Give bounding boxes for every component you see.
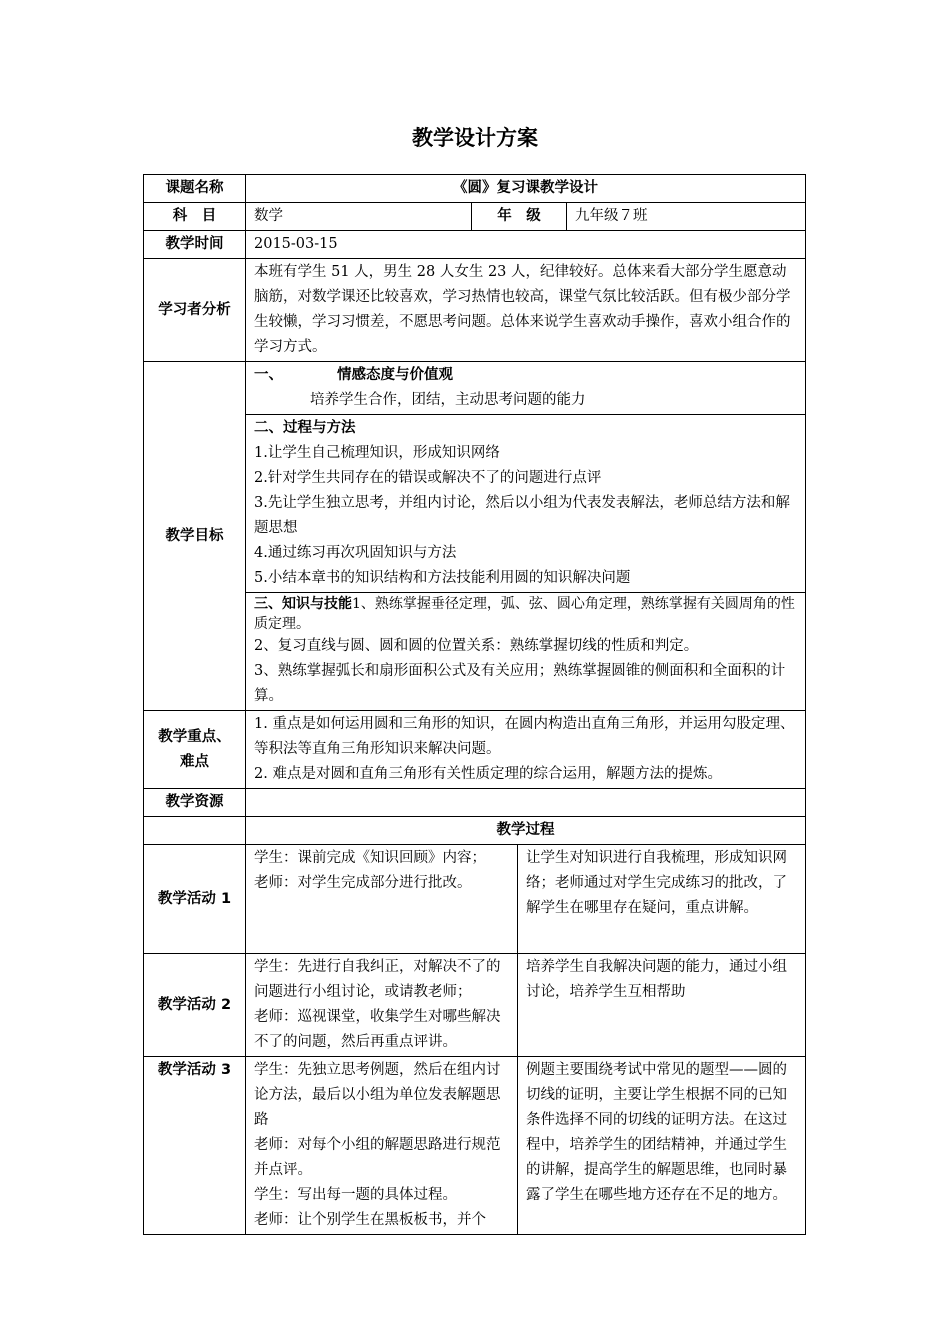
- activity-right: [518, 845, 806, 954]
- key-points-row: [144, 711, 806, 789]
- activity-right-line: 例题主要围绕考试中常见的题型——圆的切线的证明，主要让学生根据不同的已知条件选择不同的切线的证明方法。在这过程中，培养学生的团结精神，并通过学生的讲解，提高学生的解题思维，也同时暴露了学生在哪些地方还存在不足的地方。: [526, 1062, 787, 1203]
- key-points-content: [246, 711, 806, 789]
- course-label: 课题名称: [144, 175, 246, 203]
- activity-label: 教学活动 1: [144, 845, 246, 954]
- time-value: 2015-03-15: [246, 231, 806, 259]
- activity-left: [246, 845, 518, 954]
- resources-row: [144, 789, 806, 817]
- goals-section-2-heading: 二、过程与方法: [254, 420, 356, 436]
- key-points-label: 教学重点、难点: [144, 711, 246, 789]
- resources-value: [246, 789, 806, 817]
- activity-left-line: 老师：对学生完成部分进行批改。: [254, 875, 472, 891]
- activity-left-line: 学生：先进行自我纠正，对解决不了的问题进行小组讨论，或请教老师；: [254, 959, 501, 1000]
- lesson-plan-table: [143, 174, 806, 1235]
- goals-section-1-heading: 情感态度与价值观: [337, 367, 453, 383]
- activity-right: [518, 954, 806, 1057]
- activity-label: 教学活动 3: [144, 1057, 246, 1235]
- course-row: [144, 175, 806, 203]
- activity-left-line: 学生：先独立思考例题，然后在组内讨论方法，最后以小组为单位发表解题思路: [254, 1062, 501, 1128]
- activity-left: [246, 954, 518, 1057]
- goals-section-1: [246, 362, 806, 415]
- goals-section-2-item: 2.针对学生共同存在的错误或解决不了的问题进行点评: [254, 470, 602, 486]
- activity-left-line: 学生：课前完成《知识回顾》内容；: [254, 850, 486, 866]
- activity-right-line: 培养学生自我解决问题的能力，通过小组讨论，培养学生互相帮助: [526, 959, 787, 1000]
- activity-row-1: [144, 845, 806, 954]
- activity-left-line: 老师：让个别学生在黑板板书，并个: [254, 1212, 486, 1228]
- learners-label: 学习者分析: [144, 259, 246, 362]
- activity-right-line: 让学生对知识进行自我梳理，形成知识网络；老师通过对学生完成练习的批改，了解学生在哪里存在疑问，重点讲解。: [526, 850, 787, 916]
- activity-left-line: 学生：写出每一题的具体过程。: [254, 1187, 457, 1203]
- goals-section-1-number: 一、: [254, 367, 283, 383]
- goals-section-3: [246, 593, 806, 711]
- subject-label: 科 目: [144, 203, 246, 231]
- activity-row-3: [144, 1057, 806, 1235]
- learners-text: 本班有学生 51 人，男生 28 人女生 23 人，纪律较好。总体来看大部分学生愿意动脑筋，对数学课还比较喜欢，学习热情也较高，课堂气氛比较活跃。但有极少部分学生较懒，学习习惯差，不愿思考问题。总体来说学生喜欢动手操作，喜欢小组合作的学习方式。: [246, 259, 806, 362]
- resources-label: 教学资源: [144, 789, 246, 817]
- key-point-item: 2. 难点是对圆和直角三角形有关性质定理的综合运用，解题方法的提炼。: [254, 766, 722, 782]
- time-label: 教学时间: [144, 231, 246, 259]
- process-header-blank: [144, 817, 246, 845]
- goals-section-2-item: 4.通过练习再次巩固知识与方法: [254, 545, 457, 561]
- activity-left-line: 老师：巡视课堂，收集学生对哪些解决不了的问题，然后再重点评讲。: [254, 1009, 501, 1050]
- activity-right: [518, 1057, 806, 1235]
- process-header-row: [144, 817, 806, 845]
- goals-row-1: [144, 362, 806, 415]
- goals-section-2-item: 1.让学生自己梳理知识，形成知识网络: [254, 445, 500, 461]
- goals-label: 教学目标: [144, 362, 246, 711]
- activity-label: 教学活动 2: [144, 954, 246, 1057]
- activity-left: [246, 1057, 518, 1235]
- key-point-item: 1. 重点是如何运用圆和三角形的知识，在圆内构造出直角三角形，并运用勾股定理、等积法等直角三角形知识来解决问题。: [254, 716, 795, 757]
- time-row: [144, 231, 806, 259]
- goals-section-3-heading: 三、知识与技能: [254, 596, 352, 612]
- goals-section-3-item: 2、复习直线与圆、圆和圆的位置关系：熟练掌握切线的性质和判定。: [254, 638, 699, 654]
- subject-value: 数学: [246, 203, 472, 231]
- learners-row: [144, 259, 806, 362]
- process-header: 教学过程: [246, 817, 806, 845]
- goals-section-2: [246, 415, 806, 593]
- course-title: 《圆》复习课教学设计: [246, 175, 806, 203]
- goals-section-2-item: 3.先让学生独立思考，并组内讨论，然后以小组为代表发表解法，老师总结方法和解题思想: [254, 495, 790, 536]
- goals-section-1-text: 培养学生合作，团结，主动思考问题的能力: [310, 392, 586, 408]
- document-title: 教学设计方案: [412, 126, 538, 150]
- subject-row: [144, 203, 806, 231]
- goals-section-2-item: 5.小结本章书的知识结构和方法技能利用圆的知识解决问题: [254, 570, 631, 586]
- grade-value: 九年级７班: [567, 203, 806, 231]
- goals-section-3-lead: 1、熟练掌握垂径定理，弧、弦、圆心角定理，熟练掌握有关圆周角的性质定理。: [254, 596, 795, 632]
- activity-left-line: 老师：对每个小组的解题思路进行规范并点评。: [254, 1137, 501, 1178]
- grade-label: 年 级: [472, 203, 567, 231]
- activity-row-2: [144, 954, 806, 1057]
- goals-section-3-item: 3、熟练掌握弧长和扇形面积公式及有关应用；熟练掌握圆锥的侧面积和全面积的计算。: [254, 663, 786, 704]
